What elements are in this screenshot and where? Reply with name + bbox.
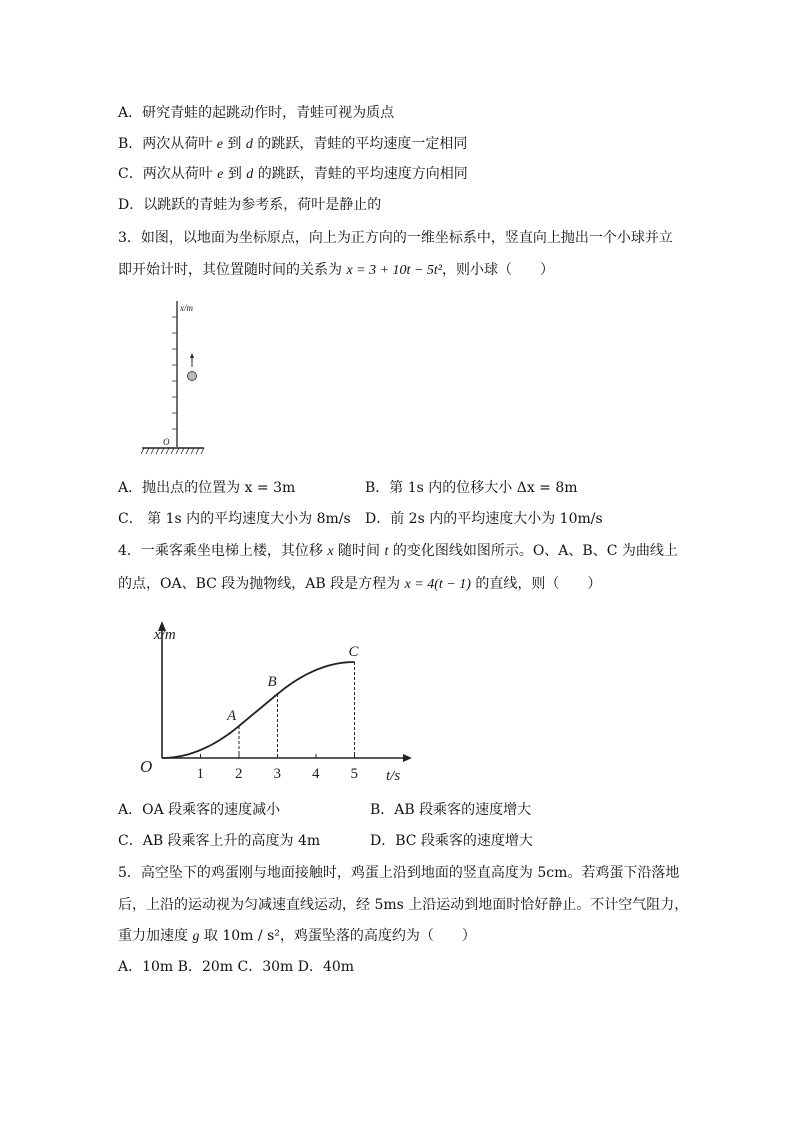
point-label: C	[348, 644, 359, 660]
x-tick-label: 4	[312, 766, 320, 782]
ball-icon	[188, 372, 197, 381]
q2-option-a: A．研究青蛙的起跳动作时，青蛙可视为质点	[118, 105, 395, 121]
q3-stem-line2: 即开始计时，其位置随时间的关系为 x = 3 + 10t − 5t²，则小球（ ）	[118, 262, 554, 278]
q3-origin-label: O	[163, 437, 170, 447]
q5-options: A．10m B．20m C．30m D．40m	[118, 959, 355, 975]
q2-option-b: B．两次从荷叶 e 到 d 的跳跃，青蛙的平均速度一定相同	[118, 136, 468, 152]
q4-option-b: B．AB 段乘客的速度增大	[370, 802, 532, 818]
q4-option-c: C．AB 段乘客上升的高度为 4m	[118, 833, 321, 849]
q3-option-d: D．前 2s 内的平均速度大小为 10m/s	[365, 511, 603, 527]
q3-option-c: C． 第 1s 内的平均速度大小为 8m/s	[118, 511, 351, 527]
q3-stem-line1: 3．如图，以地面为坐标原点，向上为正方向的一维坐标系中，竖直向上抛出一个小球并立	[118, 230, 673, 246]
q3-figure	[140, 295, 220, 465]
q2-option-c: C．两次从荷叶 e 到 d 的跳跃，青蛙的平均速度方向相同	[118, 166, 468, 182]
point-label: B	[267, 674, 277, 690]
q5-stem-line1: 5．高空坠下的鸡蛋刚与地面接触时，鸡蛋上沿到地面的竖直高度为 5cm。若鸡蛋下沿落地	[118, 865, 680, 881]
q3-axis-label: x/m	[180, 303, 193, 313]
q5-stem-line3: 重力加速度 g 取 10m / s²，鸡蛋坠落的高度约为（ ）	[118, 928, 476, 944]
xt-curve	[162, 662, 355, 758]
x-axis-arrow-icon	[403, 754, 412, 762]
x-tick-label: 2	[235, 766, 243, 782]
origin-label: O	[140, 757, 153, 776]
q4-option-d: D．BC 段乘客的速度增大	[370, 833, 533, 849]
y-axis-label: x/m	[154, 627, 176, 643]
x-tick-label: 1	[196, 766, 204, 782]
x-tick-label: 5	[350, 766, 358, 782]
q4-stem-line2: 的点，OA、BC 段为抛物线，AB 段是方程为 x = 4(t − 1) 的直线，则（ ）	[118, 576, 602, 592]
x-tick-label: 3	[273, 766, 281, 782]
q4-option-a: A．OA 段乘客的速度减小	[118, 802, 281, 818]
x-axis-label: t/s	[386, 768, 401, 784]
q5-stem-line2: 后，上沿的运动视为匀减速直线运动，经 5ms 上沿运动到地面时恰好静止。不计空气阻力，	[118, 897, 689, 913]
q4-stem-line1: 4．一乘客乘坐电梯上楼，其位移 x 随时间 t 的变化图线如图所示。O、A、B、C 为曲线上	[118, 543, 678, 559]
point-label: A	[227, 708, 237, 724]
q3-option-b: B．第 1s 内的位移大小 Δx = 8m	[365, 480, 578, 496]
q3-option-a: A．抛出点的位置为 x = 3m	[118, 480, 296, 496]
q4-chart	[128, 608, 418, 788]
q2-option-d: D．以跳跃的青蛙为参考系，荷叶是静止的	[118, 197, 382, 213]
q3-formula: x = 3 + 10t − 5t²	[346, 263, 442, 278]
